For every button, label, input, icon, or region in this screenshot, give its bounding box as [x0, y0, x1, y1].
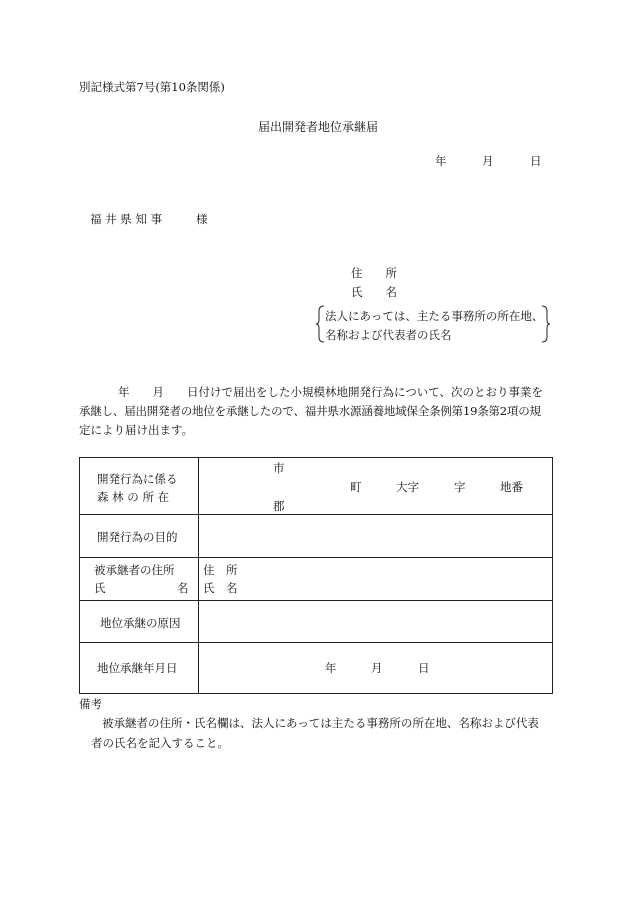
- city-label: 市: [273, 461, 285, 475]
- addressee-name: 福 井 県 知 事: [90, 212, 163, 226]
- predecessor-label-line1: 被承継者の住所: [94, 563, 175, 577]
- applicant-name-label: 氏 名: [351, 285, 397, 299]
- body-line3: 定により届け出ます。: [79, 423, 194, 437]
- table-row-cause: [80, 601, 552, 643]
- succession-date-month: 月: [371, 661, 383, 675]
- succession-table: [79, 457, 553, 694]
- oaza-label: 大字: [396, 480, 419, 494]
- aza-label: 字: [454, 480, 466, 494]
- table-row-purpose: [80, 515, 552, 558]
- table-row-predecessor: [80, 558, 552, 601]
- document-title: 届出開発者地位承継届: [258, 120, 379, 134]
- remarks-heading: 備考: [79, 697, 102, 711]
- date-day: 日: [530, 154, 542, 168]
- predecessor-address-label: 住 所: [203, 563, 238, 577]
- lot-number-label: 地番: [500, 480, 523, 494]
- corporate-note-line2: 名称および代表者の氏名: [325, 328, 452, 342]
- corporate-note-line1: 法人にあっては、主たる事務所の所在地、: [325, 309, 544, 323]
- remarks-line2: 者の氏名を記入すること。: [91, 736, 229, 750]
- county-label: 郡: [273, 499, 285, 513]
- cause-label: 地位承継の原因: [100, 616, 181, 630]
- table-row-succession-date: [80, 643, 552, 693]
- predecessor-name-label: 氏 名: [203, 581, 238, 595]
- body-line1: 年 月 日付けで届出をした小規模林地開発行為について、次のとおり事業を: [118, 385, 544, 399]
- body-line2: 承継し、届出開発者の地位を承継したので、福井県水源涵養地域保全条例第19条第2項の規: [79, 404, 541, 418]
- date-month: 月: [482, 154, 494, 168]
- succession-date-label: 地位承継年月日: [97, 661, 178, 675]
- form-number: 別記様式第7号(第10条関係): [79, 80, 225, 94]
- predecessor-label-line2a: 氏: [94, 581, 106, 595]
- succession-date-day: 日: [418, 661, 430, 675]
- remarks-line1: 被承継者の住所・氏名欄は、法人にあっては主たる事務所の所在地、名称および代表: [102, 716, 539, 730]
- purpose-label: 開発行為の目的: [97, 530, 178, 544]
- applicant-address-label: 住 所: [351, 266, 397, 280]
- date-year: 年: [435, 154, 447, 168]
- succession-date-year: 年: [325, 661, 337, 675]
- forest-location-label-line2: 森 林 の 所 在: [97, 490, 170, 504]
- addressee-honorific: 様: [196, 212, 208, 226]
- table-row-forest-location: [80, 458, 552, 515]
- corporate-note-bracket: [316, 305, 550, 343]
- town-label: 町: [350, 480, 362, 494]
- predecessor-label-line2b: 名: [177, 581, 189, 595]
- forest-location-label-line1: 開発行為に係る: [97, 472, 178, 486]
